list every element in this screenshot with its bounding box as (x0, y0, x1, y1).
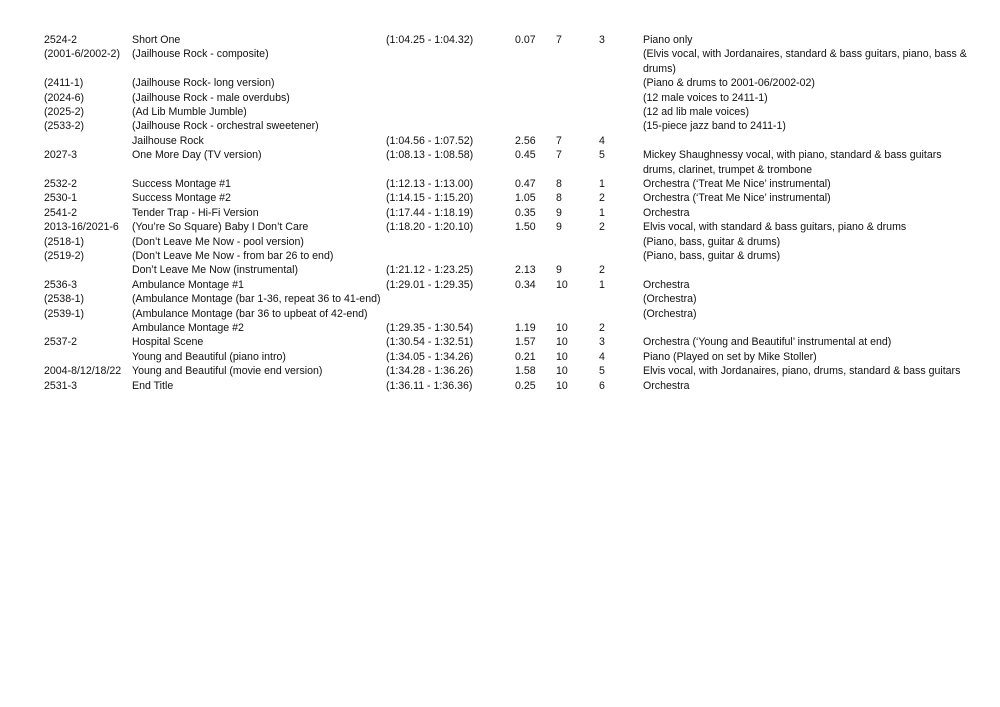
duration: 1.58 (515, 365, 536, 378)
reel-number: 9 (556, 206, 562, 219)
take-number: (2533-2) (44, 120, 85, 133)
part-number: 1 (599, 178, 605, 191)
instrumentation-notes: Orchestra (‘Treat Me Nice’ instrumental) (643, 192, 831, 205)
instrumentation-notes: (Piano, bass, guitar & drums) (643, 250, 781, 263)
part-number: 1 (599, 206, 605, 219)
instrumentation-notes: (12 ad lib male voices) (643, 106, 749, 119)
take-number: 2532-2 (44, 178, 77, 191)
take-number: 2537-2 (44, 336, 77, 349)
instrumentation-notes: (Piano, bass, guitar & drums) (643, 235, 781, 248)
song-title: (Jailhouse Rock - male overdubs) (132, 91, 290, 104)
take-number: (2024-6) (44, 91, 85, 104)
table-row (44, 119, 974, 133)
duration: 0.34 (515, 278, 536, 291)
take-number: (2518-1) (44, 235, 85, 248)
table-row (44, 379, 974, 393)
instrumentation-notes: (Orchestra) (643, 293, 697, 306)
song-title: Young and Beautiful (piano intro) (132, 350, 286, 363)
reel-number: 10 (556, 322, 568, 335)
table-row (44, 177, 974, 191)
take-number: (2519-2) (44, 250, 85, 263)
table-row (44, 263, 974, 277)
instrumentation-notes: Piano (Played on set by Mike Stoller) (643, 350, 817, 363)
table-row (44, 249, 974, 263)
timecode-range: (1:14.15 - 1:15.20) (386, 192, 474, 205)
take-number: 2524-2 (44, 34, 77, 46)
song-title: Ambulance Montage #1 (132, 278, 244, 291)
timecode-range: (1:04.56 - 1:07.52) (386, 134, 474, 147)
table-row (44, 134, 974, 148)
table-row (44, 321, 974, 335)
instrumentation-notes: (15-piece jazz band to 2411-1) (643, 120, 786, 133)
table-row (44, 307, 974, 321)
part-number: 5 (599, 365, 605, 378)
song-title: (Jailhouse Rock - orchestral sweetener) (132, 120, 319, 133)
part-number: 6 (599, 379, 605, 392)
duration: 0.47 (515, 178, 536, 191)
timecode-range: (1:08.13 - 1:08.58) (386, 149, 474, 162)
duration: 0.21 (515, 350, 536, 363)
timecode-range: (1:12.13 - 1:13.00) (386, 178, 474, 191)
duration: 1.57 (515, 336, 536, 349)
duration: 0.35 (515, 206, 536, 219)
table-row (44, 91, 974, 105)
reel-number: 7 (556, 134, 562, 147)
table-row (44, 191, 974, 205)
instrumentation-notes: Elvis vocal, with Jordanaires, piano, drums, standard & bass guitars (643, 365, 961, 378)
song-title: (Ad Lib Mumble Jumble) (132, 106, 247, 119)
reel-number: 10 (556, 350, 568, 363)
instrumentation-notes: Orchestra (643, 206, 690, 219)
song-title: Tender Trap - Hi-Fi Version (132, 206, 259, 219)
instrumentation-notes: Orchestra (‘Young and Beautiful’ instrumental at end) (643, 336, 892, 349)
table-row (44, 105, 974, 119)
duration: 2.13 (515, 264, 536, 277)
instrumentation-notes: Piano only (643, 34, 693, 46)
song-title: Don’t Leave Me Now (instrumental) (132, 264, 299, 277)
part-number: 2 (599, 322, 605, 335)
song-title: (You’re So Square) Baby I Don’t Care (132, 221, 309, 234)
song-title: Young and Beautiful (movie end version) (132, 365, 323, 378)
take-number: 2013-16/2021-6 (44, 221, 119, 234)
take-number: 2541-2 (44, 206, 77, 219)
part-number: 1 (599, 278, 605, 291)
table-row (44, 220, 974, 234)
duration: 0.45 (515, 149, 536, 162)
table-row (44, 278, 974, 292)
duration: 1.19 (515, 322, 536, 335)
part-number: 4 (599, 134, 605, 147)
part-number: 3 (599, 336, 605, 349)
reel-number: 9 (556, 264, 562, 277)
reel-number: 10 (556, 379, 568, 392)
reel-number: 9 (556, 221, 562, 234)
duration: 0.25 (515, 379, 536, 392)
instrumentation-notes: Orchestra (‘Treat Me Nice’ instrumental) (643, 178, 831, 191)
instrumentation-notes: Orchestra (643, 379, 690, 392)
duration: 2.56 (515, 134, 536, 147)
table-row (44, 206, 974, 220)
reel-number: 10 (556, 336, 568, 349)
take-number: 2536-3 (44, 278, 77, 291)
instrumentation-notes: Mickey Shaughnessy vocal, with piano, standard & bass guitars drums, clarinet, trumpet & trombone (643, 149, 942, 176)
timecode-range: (1:21.12 - 1:23.25) (386, 264, 474, 277)
instrumentation-notes: (Orchestra) (643, 307, 697, 320)
instrumentation-notes: (Elvis vocal, with Jordanaires, standard & bass guitars, piano, bass & drums) (643, 48, 967, 75)
song-title: (Don’t Leave Me Now - from bar 26 to end) (132, 250, 334, 263)
song-title: Success Montage #2 (132, 192, 231, 205)
timecode-range: (1:34.05 - 1:34.26) (386, 350, 474, 363)
instrumentation-notes: (Piano & drums to 2001-06/2002-02) (643, 77, 815, 90)
table-row (44, 292, 974, 306)
take-number: 2531-3 (44, 379, 77, 392)
take-number: (2001-6/2002-2) (44, 48, 120, 61)
timecode-range: (1:17.44 - 1:18.19) (386, 206, 474, 219)
duration: 1.05 (515, 192, 536, 205)
table-row (44, 235, 974, 249)
table-row (44, 350, 974, 364)
song-title: (Jailhouse Rock- long version) (132, 77, 275, 90)
part-number: 2 (599, 264, 605, 277)
reel-number: 8 (556, 192, 562, 205)
reel-number: 10 (556, 278, 568, 291)
take-number: (2025-2) (44, 106, 85, 119)
instrumentation-notes: Orchestra (643, 278, 690, 291)
song-title: Hospital Scene (132, 336, 204, 349)
table-row (44, 335, 974, 349)
timecode-range: (1:36.11 - 1:36.36) (386, 379, 473, 392)
reel-number: 10 (556, 365, 568, 378)
table-row (44, 76, 974, 90)
song-title: End Title (132, 379, 174, 392)
song-title: Success Montage #1 (132, 178, 231, 191)
table-row (44, 364, 974, 378)
song-title: Ambulance Montage #2 (132, 322, 244, 335)
part-number: 5 (599, 149, 605, 162)
take-number: (2539-1) (44, 307, 85, 320)
reel-number: 7 (556, 34, 562, 46)
song-title: (Ambulance Montage (bar 1-36, repeat 36 to 41-end) (132, 293, 381, 306)
timecode-range: (1:18.20 - 1:20.10) (386, 221, 474, 234)
timecode-range: (1:29.01 - 1:29.35) (386, 278, 474, 291)
take-number: 2027-3 (44, 149, 77, 162)
reel-number: 7 (556, 149, 562, 162)
session-table (44, 33, 974, 393)
timecode-range: (1:30.54 - 1:32.51) (386, 336, 474, 349)
take-number: (2538-1) (44, 293, 85, 306)
song-title: One More Day (TV version) (132, 149, 262, 162)
song-title: (Don’t Leave Me Now - pool version) (132, 235, 304, 248)
part-number: 2 (599, 221, 605, 234)
instrumentation-notes: (12 male voices to 2411-1) (643, 91, 768, 104)
part-number: 3 (599, 34, 605, 46)
part-number: 2 (599, 192, 605, 205)
duration: 0.07 (515, 34, 536, 46)
table-row (44, 148, 974, 177)
duration: 1.50 (515, 221, 536, 234)
song-title: Short One (132, 34, 181, 46)
take-number: (2411-1) (44, 77, 84, 90)
table-row (44, 33, 974, 47)
take-number: 2004-8/12/18/22 (44, 365, 122, 378)
table-row (44, 47, 974, 76)
song-title: Jailhouse Rock (132, 134, 204, 147)
song-title: (Ambulance Montage (bar 36 to upbeat of 42-end) (132, 307, 368, 320)
timecode-range: (1:34.28 - 1:36.26) (386, 365, 474, 378)
take-number: 2530-1 (44, 192, 77, 205)
song-title: (Jailhouse Rock - composite) (132, 48, 269, 61)
reel-number: 8 (556, 178, 562, 191)
timecode-range: (1:29.35 - 1:30.54) (386, 322, 474, 335)
timecode-range: (1:04.25 - 1:04.32) (386, 34, 474, 46)
part-number: 4 (599, 350, 605, 363)
instrumentation-notes: Elvis vocal, with standard & bass guitars, piano & drums (643, 221, 907, 234)
